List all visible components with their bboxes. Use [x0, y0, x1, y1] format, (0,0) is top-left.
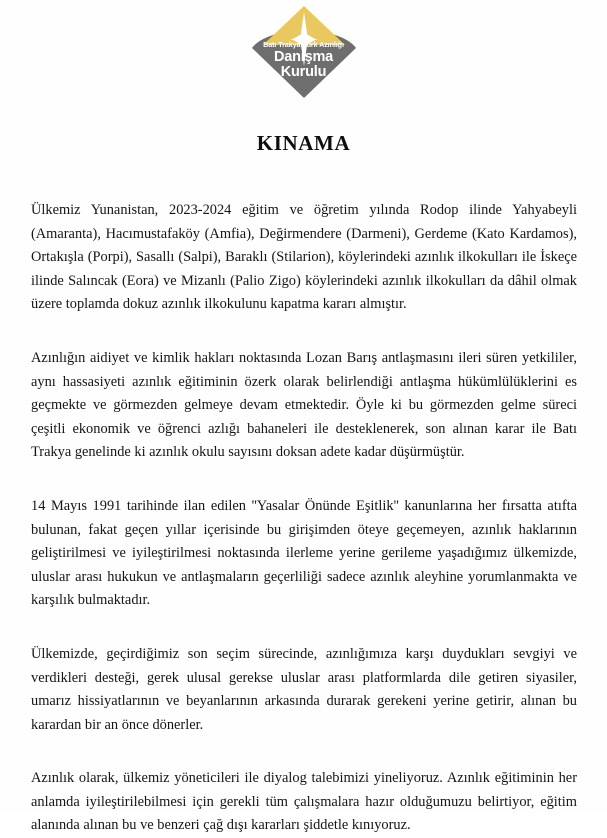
paragraph-3: 14 Mayıs 1991 tarihinde ilan edilen ''Yasalar Önünde Eşitlik'' kanunlarına her fırsatta atıfta bulunan, fakat geçen yıllar içerisinde bu girişimden öteye geçemeyen, azınlık haklarının geliştirilmesi ve iyileştirilmesi noktasında ilerleme yerine gerileme yaşadığımız ülkemizde, uluslar arası hukukun ve antlaşmaların geçerliliği sadece azınlık aleyhine yorumlanmakta ve karşılık bulmaktadır. — [31, 497, 577, 609]
document-body — [31, 199, 577, 838]
paragraph-1: Ülkemiz Yunanistan, 2023-2024 eğitim ve öğretim yılında Rodop ilinde Yahyabeyli (Amaranta), Hacımustafaköy (Amfia), Değirmendere (Darmeni), Gerdeme (Kato Kardamos), Ortakışla (Porpi), Sasallı (Salpi), Baraklı (Stilarion), köylerindeki azınlık ilkokulları ile İskeçe ilinde Salıncak (Eora) ve Mizanlı (Palio Zigo) köylerindeki azınlık ilkokulları da dâhil olmak üzere toplamda dokuz azınlık ilkokulunu kapatma kararı almıştır. — [31, 202, 577, 313]
logo-container — [0, 4, 607, 100]
paragraph-2: Azınlığın aidiyet ve kimlik hakları noktasında Lozan Barış antlaşmasını ileri süren yetkililer, aynı hassasiyeti azınlık eğitiminin özerk olarak belirlendiği antlaşma hükümlülüklerini es geçmekte ve görmezden gelmeye devam etmektedir. Öyle ki bu görmezden gelme süreci çeşitli ekonomik ve öğrenci azlığı bahaneleri ile desteklenerek, son alınan karar ile Batı Trakya genelinde ki azınlık okulu sayısını doksan adete kadar düşürmüştür. — [31, 349, 577, 461]
paragraph-4: Ülkemizde, geçirdiğimiz son seçim sürecinde, azınlığımıza karşı duydukları sevgiyi ve verdikleri desteği, gerek ulusal gerekse uluslar arası platformlarda dile getiren siyasiler, umarız hissiyatlarının ve beyanlarının arkasında durarak gerekeni yerine getirir, alınan bu karardan bir an önce dönerler. — [31, 645, 577, 733]
logo-line-middle: Danışma — [273, 49, 334, 65]
page-title: KINAMA — [256, 131, 351, 155]
logo-line-top: Batı Trakya Türk Azınlığı — [263, 40, 344, 49]
danisma-kurulu-logo — [248, 4, 360, 98]
paragraph-5: Azınlık olarak, ülkemiz yöneticileri ile diyalog talebimizi yineliyoruz. Azınlık eğitiminin her anlamda iyileştirilebilmesi için gerekli tüm çalışmalara hazır olduğumuzu belirtiyor, eğitim alanında alınan bu ve benzeri çağ dışı kararları şiddetle kınıyoruz. — [31, 770, 577, 834]
logo-line-bottom: Kurulu — [280, 64, 327, 80]
logo-graphic — [248, 4, 360, 98]
